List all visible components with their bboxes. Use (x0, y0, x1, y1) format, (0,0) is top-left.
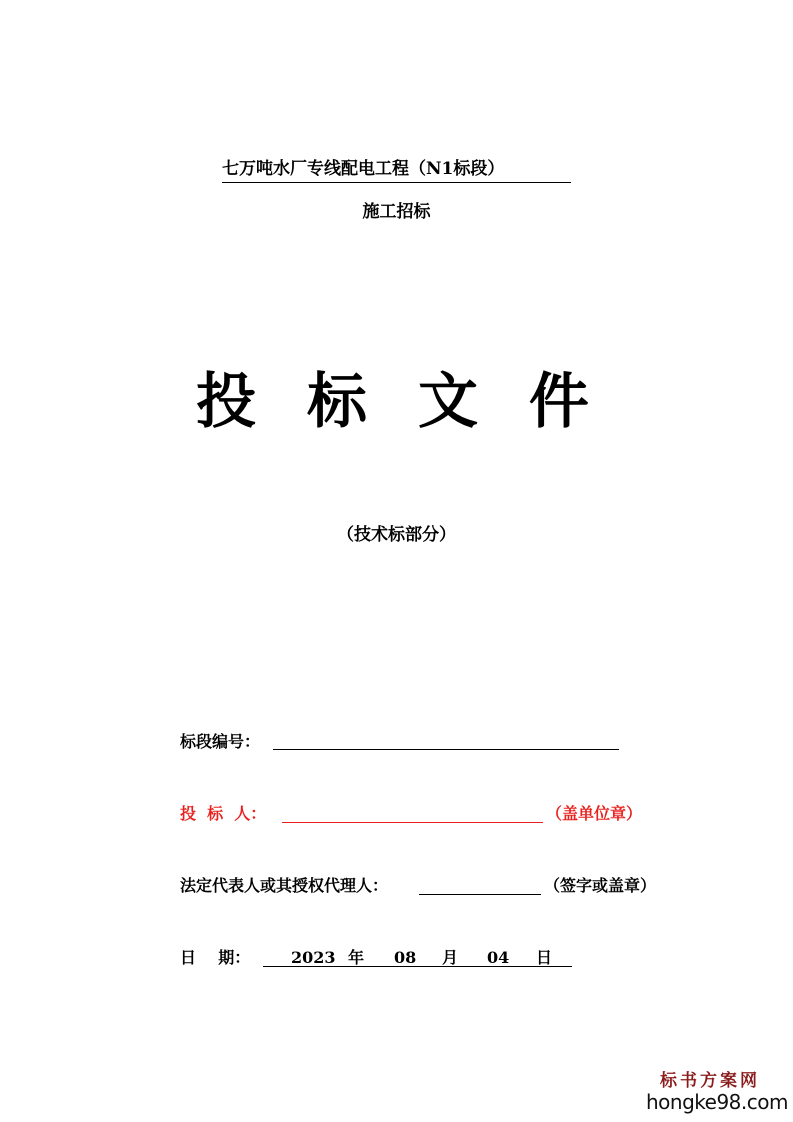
watermark-logo-text: 标书方案网 (660, 1071, 760, 1091)
representative-note: （签字或盖章） (544, 876, 657, 895)
main-title-char: 件 (528, 367, 597, 437)
representative-line (419, 894, 541, 895)
document-subtitle: 施工招标 (362, 202, 431, 222)
bidder-note: （盖单位章） (546, 804, 643, 823)
bidder-line (282, 822, 543, 823)
bidder-label: 投 标 人： (180, 804, 267, 823)
section-number-label: 标段编号： (180, 732, 261, 751)
main-title (0, 362, 793, 442)
main-title-char: 投 (196, 367, 265, 437)
date-day-unit: 日 (536, 948, 553, 967)
watermark-site-text: hongke98.com (646, 1090, 788, 1114)
date-year-unit: 年 (348, 948, 365, 967)
date-label: 日 期： (180, 948, 251, 967)
part-label: （技术标部分） (337, 525, 456, 545)
section-number-line (273, 749, 619, 750)
main-title-char: 标 (307, 367, 376, 437)
main-title-char: 文 (417, 367, 486, 437)
date-year: 2023 (291, 948, 336, 967)
date-month-unit: 月 (442, 948, 459, 967)
date-day: 04 (487, 948, 510, 967)
project-title: 七万吨水厂专线配电工程（N1标段） (222, 156, 571, 183)
date-month: 08 (394, 948, 417, 967)
representative-label: 法定代表人或其授权代理人： (180, 876, 389, 895)
